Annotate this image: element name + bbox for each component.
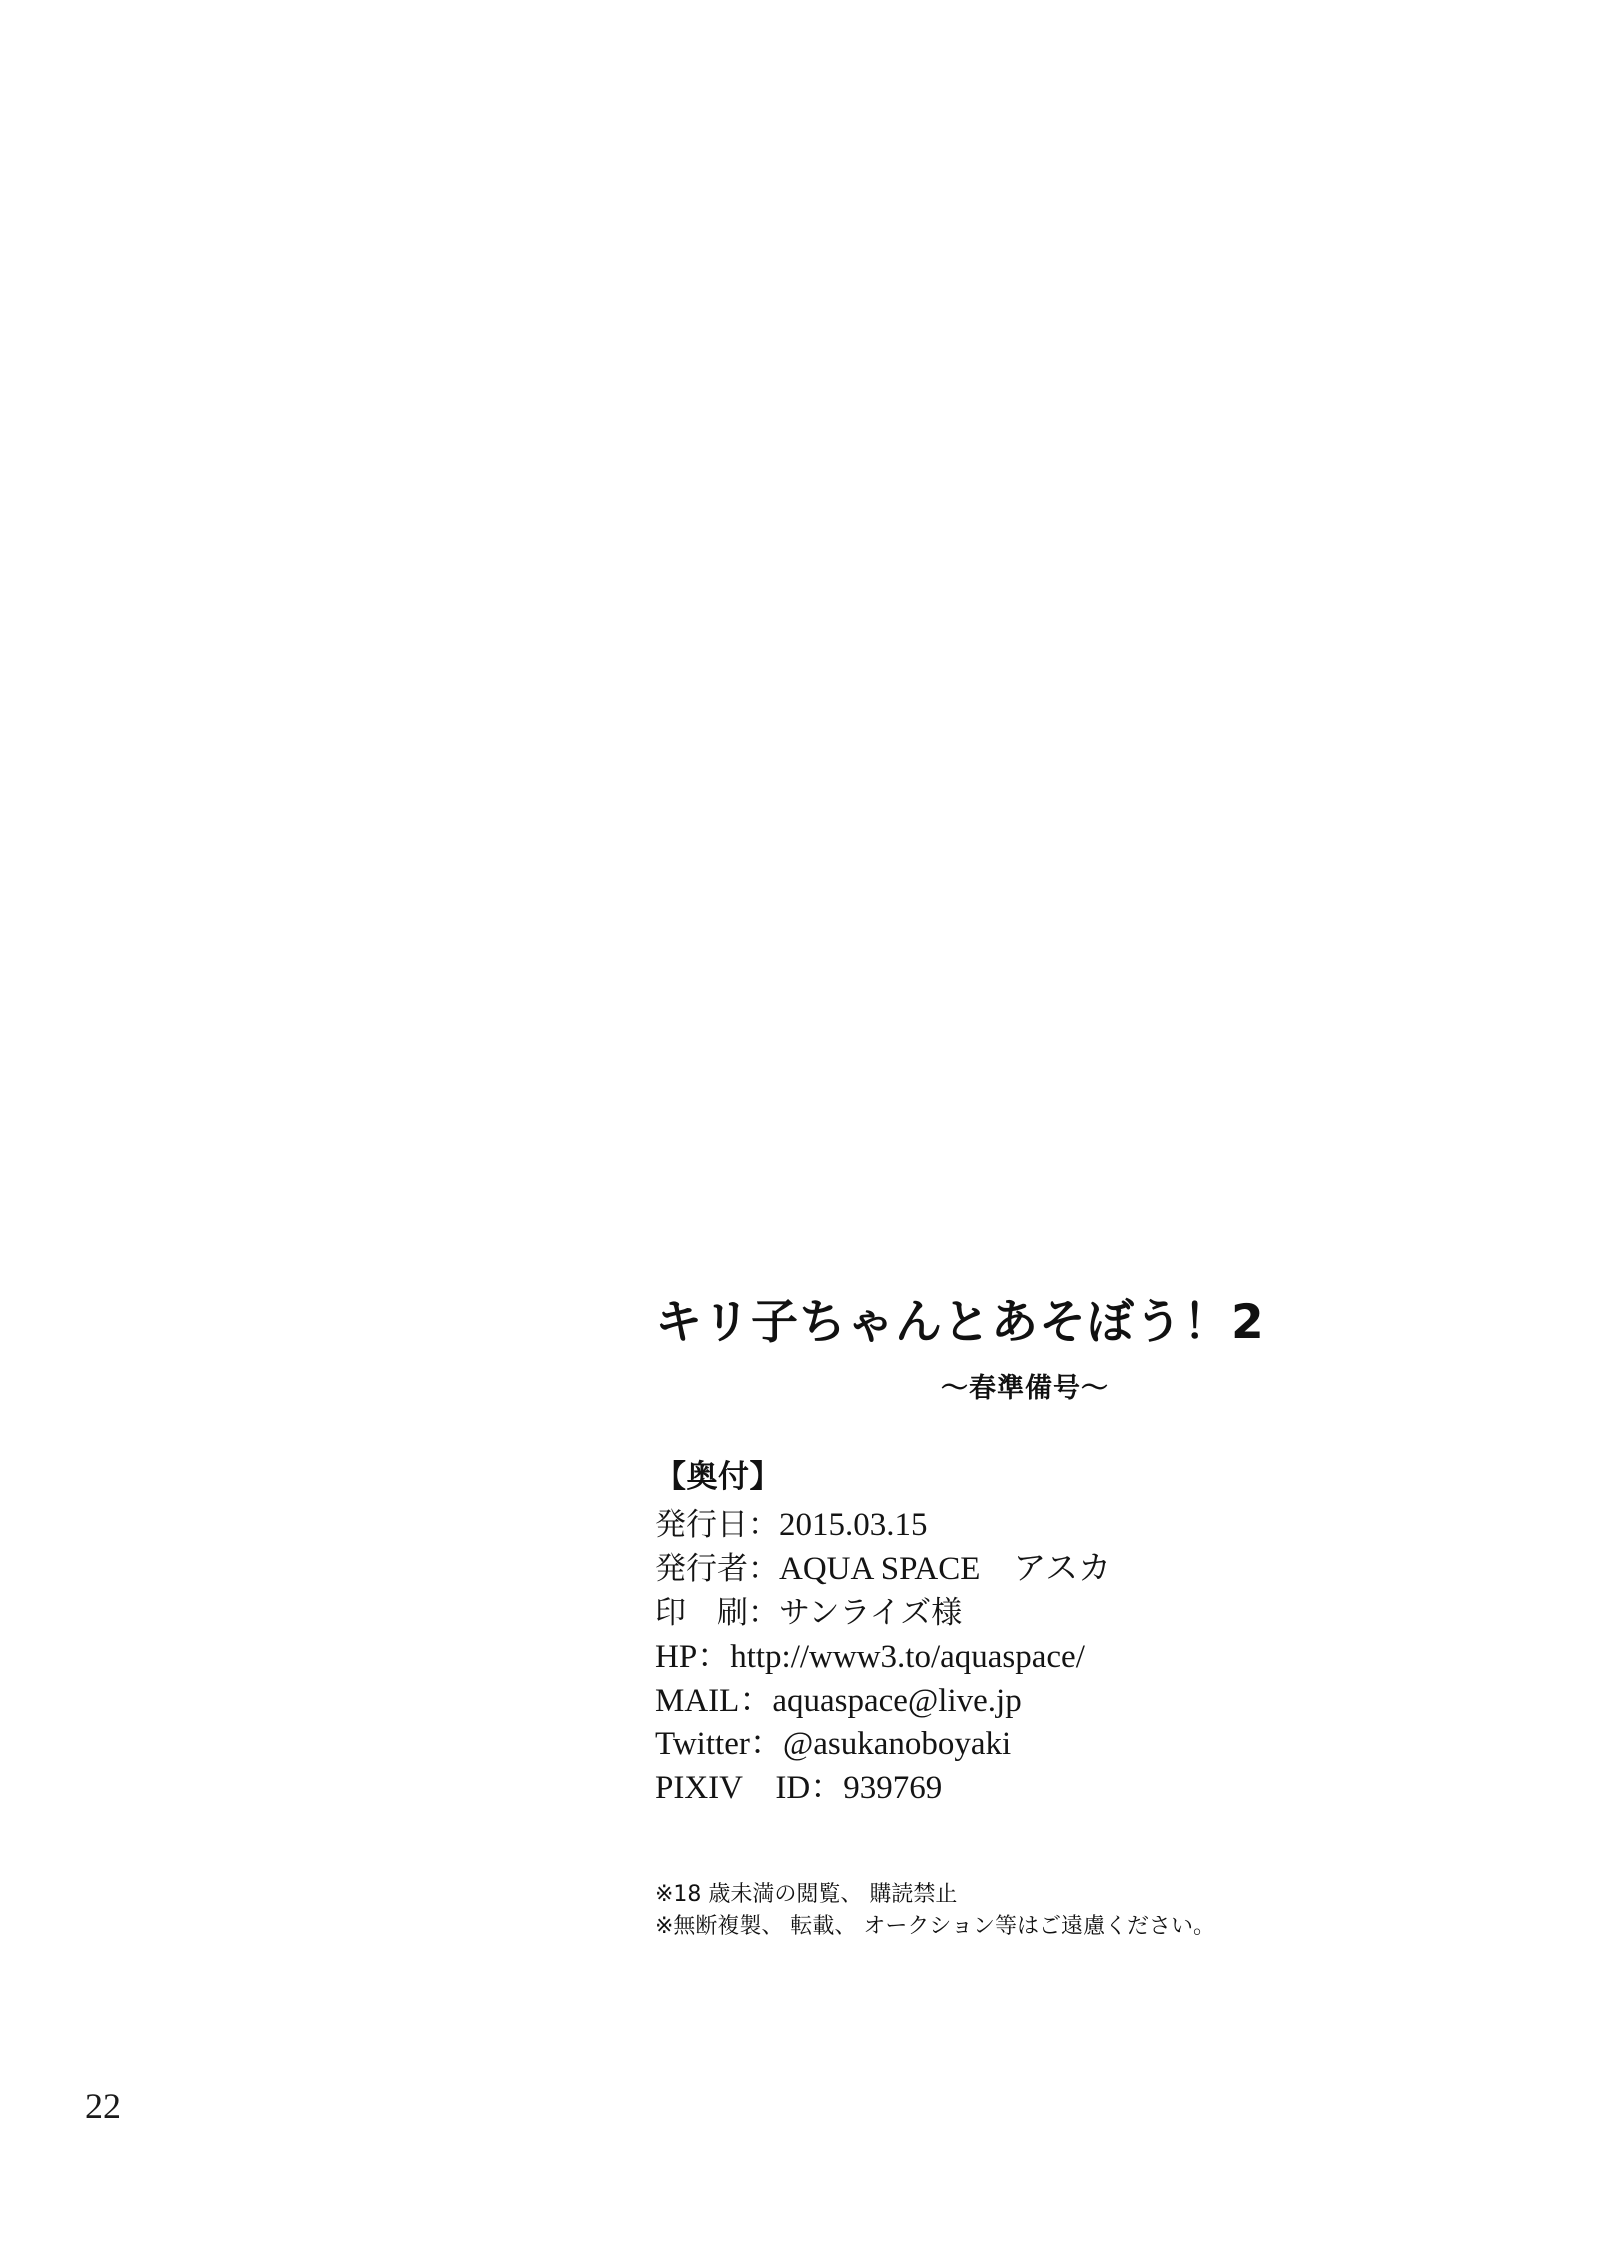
imprint-value: 2015.03.15 <box>779 1507 928 1543</box>
imprint-label: MAIL： <box>655 1682 773 1719</box>
notice-age-restriction: ※18 歳未満の閲覧、 購読禁止 <box>655 1882 958 1908</box>
imprint-row-pixiv <box>655 1767 1485 1811</box>
imprint-row-mail <box>655 1680 1485 1724</box>
page-number: 22 <box>85 2086 121 2126</box>
doujin-subtitle: ～春準備号～ <box>941 1373 1109 1404</box>
imprint-row-printer <box>655 1592 1485 1636</box>
imprint-list <box>655 1504 1485 1811</box>
imprint-value: サンライズ様 <box>779 1594 963 1631</box>
imprint-row-homepage <box>655 1636 1485 1680</box>
imprint-label: 発行日： <box>655 1507 779 1543</box>
imprint-label: PIXIV ID： <box>655 1770 844 1807</box>
doujin-title: キリ子ちゃんとあそぼう！2 <box>655 1295 1265 1350</box>
imprint-row-publisher <box>655 1548 1485 1592</box>
imprint-row-publish-date <box>655 1504 1485 1548</box>
imprint-label: Twitter： <box>655 1726 783 1763</box>
imprint-value[interactable]: aquaspace@live.jp <box>772 1682 1022 1719</box>
notices-block <box>655 1879 1485 1943</box>
imprint-row-twitter <box>655 1723 1485 1767</box>
imprint-label: 印 刷： <box>655 1594 779 1631</box>
imprint-heading: 【奥付】 <box>655 1459 781 1495</box>
imprint-value[interactable]: http://www3.to/aquaspace/ <box>730 1638 1085 1675</box>
imprint-value[interactable]: @asukanoboyaki <box>782 1726 1012 1763</box>
colophon-block <box>655 1285 1485 1943</box>
imprint-label: HP： <box>655 1638 731 1675</box>
imprint-label: 発行者： <box>655 1550 779 1587</box>
imprint-value: 939769 <box>843 1770 943 1807</box>
imprint-value: AQUA SPACE アスカ <box>779 1550 1112 1587</box>
notice-reproduction-ban: ※無断複製、 転載、 オークション等はご遠慮ください。 <box>655 1914 1215 1940</box>
